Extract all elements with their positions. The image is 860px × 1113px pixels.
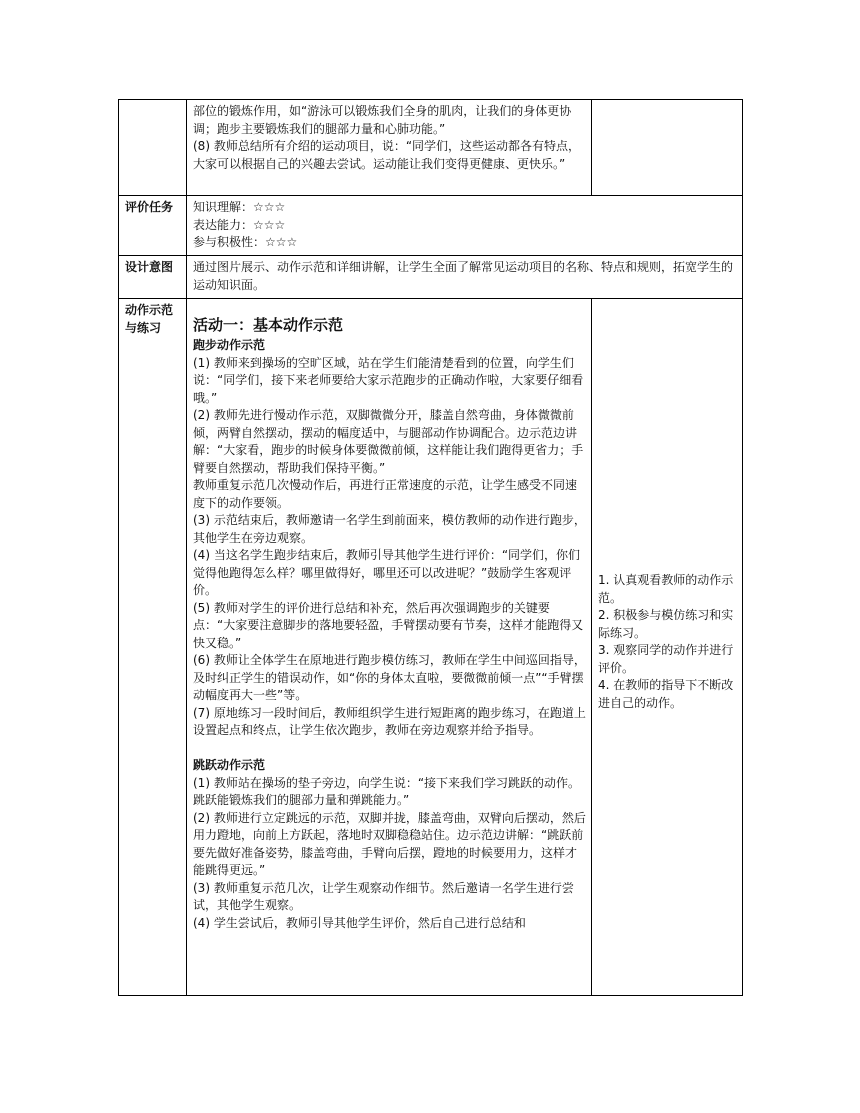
run-step: (5) 教师对学生的评价进行总结和补充，然后再次强调跑步的关键要点：“大家要注意脚步的落地要轻盈，手臂摆动要有节奏，这样才能跑得又快又稳。”: [193, 600, 584, 650]
student-activity-item: 2. 积极参与模仿练习和实际练习。: [598, 608, 734, 640]
design-intent-content: 通过图片展示、动作示范和详细讲解，让学生全面了解常见运动项目的名称、特点和规则，拓宽学生的运动知识面。: [187, 256, 743, 299]
jump-step: (3) 教师重复示范几次，让学生观察动作细节。然后邀请一名学生进行尝试，其他学生观察。: [193, 880, 574, 912]
jump-step: (1) 教师站在操场的垫子旁边，向学生说：“接下来我们学习跳跃的动作。跳跃能锻炼我们的腿部力量和弹跳能力。”: [193, 775, 581, 807]
student-activity-list: [598, 572, 737, 712]
run-heading: 跑步动作示范: [193, 338, 266, 352]
continued-text: 部位的锻炼作用，如“游泳可以锻炼我们全身的肌肉，让我们的身体更协调；跑步主要锻炼我们的腿部力量和心肺功能。”: [193, 104, 572, 136]
continued-student-cell: [592, 100, 743, 196]
jump-heading: 跳跃动作示范: [193, 758, 266, 772]
evaluation-content: [187, 196, 743, 256]
eval-knowledge: 知识理解：☆☆☆: [193, 200, 286, 214]
activity-title: 活动一：基本动作示范: [193, 316, 344, 334]
summary-step: (8) 教师总结所有介绍的运动项目，说：“同学们，这些运动都各有特点，大家可以根据自己的兴趣去尝试。运动能让我们变得更健康、更快乐。”: [193, 139, 581, 171]
evaluation-label: 评价任务: [119, 196, 187, 256]
design-intent-row: [119, 256, 743, 299]
student-activity-item: 4. 在教师的指导下不断改进自己的动作。: [598, 678, 734, 710]
evaluation-row: [119, 196, 743, 256]
design-intent-label: 设计意图: [119, 256, 187, 299]
run-step: (7) 原地练习一段时间后，教师组织学生进行短距离的跑步练习，在跑道上设置起点和终点，让学生依次跑步，教师在旁边观察并给予指导。: [193, 705, 586, 737]
run-step: (6) 教师让全体学生在原地进行跑步模仿练习，教师在学生中间巡回指导，及时纠正学生的错误动作，如“你的身体太直啦，要微微前倾一点”“手臂摆动幅度再大一些”等。: [193, 653, 586, 702]
spacer: [193, 740, 586, 758]
student-activity-cell: [592, 299, 743, 996]
continued-row: [119, 100, 743, 196]
run-step: (2) 教师先进行慢动作示范，双脚微微分开，膝盖自然弯曲，身体微微前倾，两臂自然摆动，摆动的幅度适中，与腿部动作协调配合。边示范边讲解：“大家看，跑步的时候身体要微微前倾，这样能让我们跑得更省力；手臂要自然摆动，帮助我们保持平衡。”: [193, 408, 584, 475]
run-step: (1) 教师来到操场的空旷区域，站在学生们能清楚看到的位置，向学生们说：“同学们，接下来老师要给大家示范跑步的正确动作啦，大家要仔细看哦。”: [193, 355, 584, 405]
continued-label-cell: [119, 100, 187, 196]
student-activity-item: 1. 认真观看教师的动作示范。: [598, 573, 734, 605]
run-step: (4) 当这名学生跑步结束后，教师引导其他学生进行评价：“同学们，你们觉得他跑得怎么样？哪里做得好，哪里还可以改进呢？”鼓励学生客观评价。: [193, 548, 581, 597]
activity-label: 动作示范与练习: [119, 299, 187, 996]
run-step: 教师重复示范几次慢动作后，再进行正常速度的示范，让学生感受不同速度下的动作要领。: [193, 478, 578, 510]
continued-content-cell: [187, 100, 592, 196]
student-activity-item: 3. 观察同学的动作并进行评价。: [598, 643, 734, 675]
activity-content: [187, 299, 592, 996]
eval-participation: 参与积极性：☆☆☆: [193, 235, 298, 249]
jump-step: (2) 教师进行立定跳远的示范，双脚并拢，膝盖弯曲，双臂向后摆动，然后用力蹬地，向前上方跃起，落地时双脚稳稳站住。边示范边讲解：“跳跃前要先做好准备姿势，膝盖弯曲，手臂向后摆，蹬地的时候要用力，这样才能跳得更远。”: [193, 810, 586, 877]
activity-row: [119, 299, 743, 996]
eval-expression: 表达能力：☆☆☆: [193, 217, 286, 232]
run-step: (3) 示范结束后，教师邀请一名学生到前面来，模仿教师的动作进行跑步，其他学生在旁边观察。: [193, 513, 586, 545]
lesson-plan-table: [118, 99, 743, 996]
jump-step: (4) 学生尝试后，教师引导其他学生评价，然后自己进行总结和: [193, 915, 526, 930]
